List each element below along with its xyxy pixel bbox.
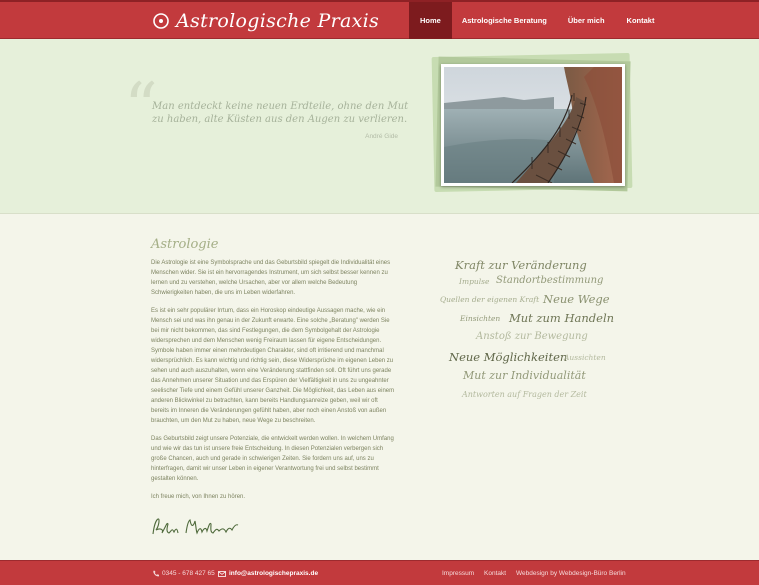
tag-neue-wege[interactable]: Neue Wege [543, 292, 610, 306]
nav-item-home[interactable]: Home [409, 2, 452, 39]
tag-aussichten[interactable]: Aussichten [564, 353, 606, 362]
paragraph-2: Es ist ein sehr populärer Irrtum, dass ein Horoskop eindeutige Aussagen mache, wie ein Mensch sei und was ihn genau in der Zukunft erwarte. Eine solche „Beratung" werden Sie bei mir nicht bekommen, das sind Festlegungen, die dem Symbolgehalt der Astrologie widersprechen und dem Menschen wenig Freiraum lassen für eigene Entscheidungen. Symbole haben immer einen mehrdeutigen Charakter, sind oft irritierend und manchmal widersprüchlich. Es kann wichtig und richtig sein, diese Widersprüche im eigenen Leben zu sehen und auch auszuhalten, wenn eine Veränderung stattfinden soll. Oft führt uns gerade das Annehmen unserer Situation und das Erspüren der Vielfältigkeit in uns zu ungeahnter seelischer Tiefe und einem Gefühl unserer Ganzheit. Die Möglichkeit, das Leben aus einem anderen Blickwinkel zu betrachten, kann bereits Handlungsanreize geben, weil wir oft bereits im Inneren die Veränderungen gefühlt haben, aber noch einen Anstoß von außen brauchten, um den Mut zu haben, neue Wege zu beschreiten. [151, 308, 395, 424]
tag-kraft-zur-veraenderung[interactable]: Kraft zur Veränderung [455, 258, 587, 272]
paragraph-3: Das Geburtsbild zeigt unsere Potenziale, die entwickelt werden wollen. In welchem Umfang und wie wir das tun ist unsere freie Entscheidung. In diesen Potenzialen verbergen sich große Chancen, auch und gerade in schwierigen Zeiten. Sie fordern uns auf, uns zu hinterfragen, damit wir unser Leben in eigener Verantwortung frei und selbst bestimmt gestalten können. [151, 436, 394, 482]
tag-einsichten[interactable]: Einsichten [460, 314, 501, 323]
tag-neue-moeglichkeiten[interactable]: Neue Möglichkeiten [449, 350, 568, 364]
paragraph-1: Die Astrologie ist eine Symbolsprache und das Geburtsbild spiegelt die Individualität eines Menschen wider. Sie ist ein hervorragendes Instrument, um sich selbst besser kennen zu lernen und zu verstehen, welche Ursachen, aber vor allem welche Bedeutung Schwierigkeiten haben, die uns im Leben widerfahren. [151, 260, 391, 296]
logo-text: Astrologische Praxis [176, 10, 380, 32]
footer-email[interactable] [218, 570, 318, 577]
site-logo[interactable] [152, 8, 379, 34]
quote-mark-icon: “ [124, 69, 158, 146]
nav-item-kontakt[interactable]: Kontakt [626, 16, 655, 25]
main-article [151, 258, 396, 510]
tag-antworten-auf-fragen-der-zeit[interactable]: Antworten auf Fragen der Zeit [462, 390, 587, 399]
sun-symbol-icon [152, 12, 170, 30]
tag-anstoss-zur-bewegung[interactable]: Anstoß zur Bewegung [476, 331, 588, 342]
tag-standortbestimmung[interactable]: Standortbestimmung [496, 275, 604, 286]
boardwalk-photo [444, 67, 622, 183]
hero-quote: Man entdeckt keine neuen Erdteile, ohne den Mut zu haben, alte Küsten aus den Augen zu verlieren. [152, 101, 409, 125]
handwritten-signature [150, 516, 242, 538]
quote-author: André Gide [365, 133, 398, 140]
footer-phone-number: 0345 - 678 427 65 [162, 570, 215, 577]
footer-link-webdesign[interactable]: Webdesign by Webdesign-Büro Berlin [516, 570, 626, 577]
site-footer [0, 560, 759, 585]
tag-quellen-der-eigenen-kraft[interactable]: Quellen der eigenen Kraft [440, 295, 540, 304]
tag-cloud [439, 250, 615, 410]
footer-link-impressum[interactable]: Impressum [442, 570, 475, 577]
hero-banner [0, 39, 759, 214]
phone-icon [152, 570, 159, 577]
hero-photo-frame [441, 64, 625, 186]
main-navigation [409, 2, 665, 39]
paragraph-4: Ich freue mich, von Ihnen zu hören. [151, 494, 246, 500]
tag-mut-zum-handeln[interactable]: Mut zum Handeln [509, 311, 615, 325]
nav-item-ueber-mich[interactable]: Über mich [567, 16, 605, 25]
page-title: Astrologie [151, 237, 219, 252]
footer-email-address: info@astrologischepraxis.de [229, 570, 319, 577]
mail-icon [218, 571, 226, 577]
tag-impulse[interactable]: Impulse [459, 277, 490, 286]
tag-mut-zur-individualitaet[interactable]: Mut zur Individualität [463, 369, 586, 382]
site-header [0, 0, 759, 39]
footer-link-kontakt[interactable]: Kontakt [484, 570, 507, 577]
nav-item-astrologische-beratung[interactable]: Astrologische Beratung [461, 16, 547, 25]
footer-phone [152, 570, 215, 577]
